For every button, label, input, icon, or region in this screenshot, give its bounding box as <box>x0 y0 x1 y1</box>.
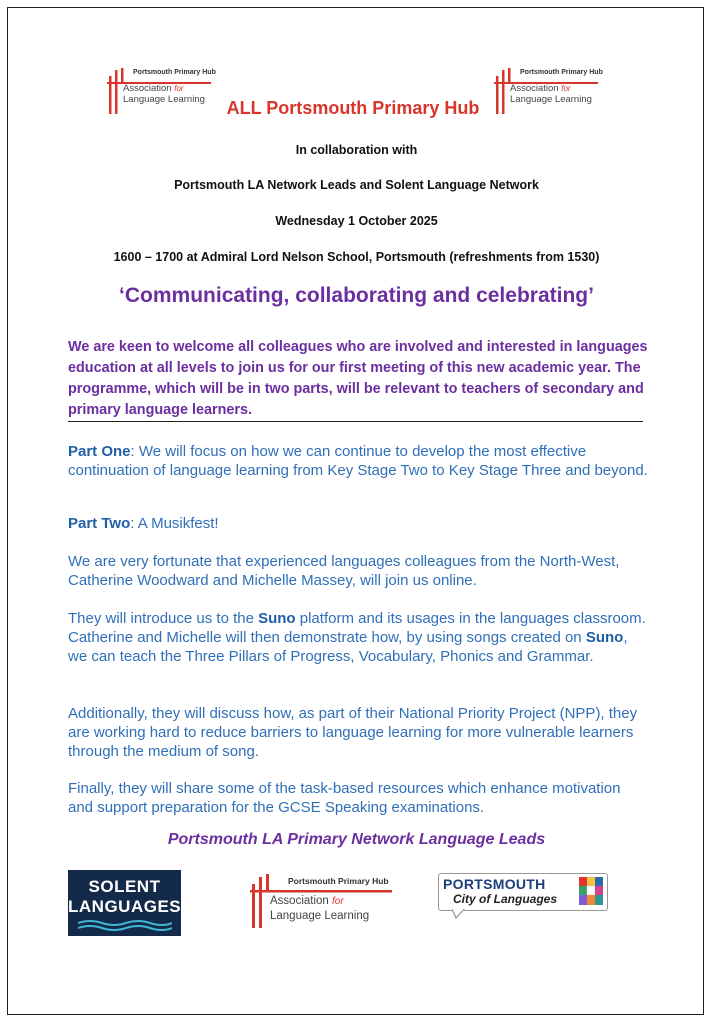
page-border <box>7 7 704 1015</box>
for-word: for <box>174 84 184 93</box>
divider <box>68 421 643 422</box>
solent-line1: SOLENT <box>88 877 161 896</box>
headline: ‘Communicating, collaborating and celebrating’ <box>119 284 594 307</box>
portsmouth-line1: PORTSMOUTH <box>443 876 546 892</box>
npp-paragraph: Additionally, they will discuss how, as part of their National Priority Project (NPP), they are working hard to reduce barriers to language learning for more vulnerable learners through the medium of song. <box>68 705 638 760</box>
suno-word: Suno <box>258 610 296 627</box>
intro-paragraph: We are keen to welcome all colleagues who are involved and interested in languages education at all levels to join us for our first meeting of this new academic year. The programme, which will be in two parts, will be relevant to teachers of secondary and primary language learners. <box>68 339 648 418</box>
suno-text-b: platform and its usages in the languages classroom. Catherine and Michelle will then demonstrate how, by using songs created on <box>68 610 646 646</box>
wave-icon <box>78 919 172 931</box>
hub-label: Portsmouth Primary Hub <box>288 876 389 886</box>
partners-line: Portsmouth LA Network Leads and Solent Language Network <box>174 178 539 192</box>
for-word: for <box>332 896 344 907</box>
suno-word: Suno <box>585 629 624 646</box>
part-two-text: : A Musikfest! <box>130 515 219 532</box>
finally-paragraph: Finally, they will share some of the task-based resources which enhance motivation and support preparation for the GCSE Speaking examinations. <box>68 780 621 816</box>
collab-line: In collaboration with <box>295 143 418 157</box>
all-logo-bottom <box>250 874 395 930</box>
time-place-line: 1600 – 1700 at Admiral Lord Nelson School, Portsmouth (refreshments from 1530) <box>113 250 600 264</box>
fortunate-paragraph: We are very fortunate that experienced languages colleagues from the North-West, Catherine Woodward and Michelle Massey, will join us online. <box>68 553 620 589</box>
association-text <box>123 83 205 105</box>
solent-languages-logo <box>68 870 181 936</box>
hub-label: Portsmouth Primary Hub <box>520 69 603 76</box>
suno-text-a: They will introduce us to the <box>68 610 259 627</box>
association-text <box>270 894 369 923</box>
part-one-text: : We will focus on how we can continue to develop the most effective continuation of language learning from Key Stage Two to Key Stage Three and beyond. <box>68 443 648 479</box>
part-one-paragraph <box>68 442 648 480</box>
language-learning-word: Language Learning <box>270 910 370 922</box>
association-text <box>510 83 592 105</box>
association-word: Association <box>123 83 172 94</box>
speech-tail-icon <box>452 909 466 919</box>
suno-text-c: , we can teach the Three Pillars of Progress, Vocabulary, Phonics and Grammar. <box>68 629 628 665</box>
for-word: for <box>561 84 571 93</box>
all-logo-right <box>494 68 602 116</box>
association-word: Association <box>270 895 329 907</box>
hub-title: ALL Portsmouth Primary Hub <box>226 98 480 118</box>
date-line: Wednesday 1 October 2025 <box>275 214 438 228</box>
hub-label: Portsmouth Primary Hub <box>133 69 216 76</box>
signoff: Portsmouth LA Primary Network Language Leads <box>167 831 546 848</box>
part-one-label: Part One <box>68 443 131 460</box>
all-logo-left <box>107 68 215 116</box>
part-two-paragraph <box>68 514 648 533</box>
flags-icon <box>579 877 603 905</box>
language-learning-word: Language Learning <box>510 94 592 105</box>
part-two-label: Part Two <box>68 515 131 532</box>
suno-paragraph <box>68 609 648 666</box>
portsmouth-line2: City of Languages <box>453 892 558 906</box>
language-learning-word: Language Learning <box>123 94 205 105</box>
solent-line2: LANGUAGES <box>68 897 182 916</box>
portsmouth-city-of-languages-logo <box>438 873 608 911</box>
association-word: Association <box>510 83 559 94</box>
